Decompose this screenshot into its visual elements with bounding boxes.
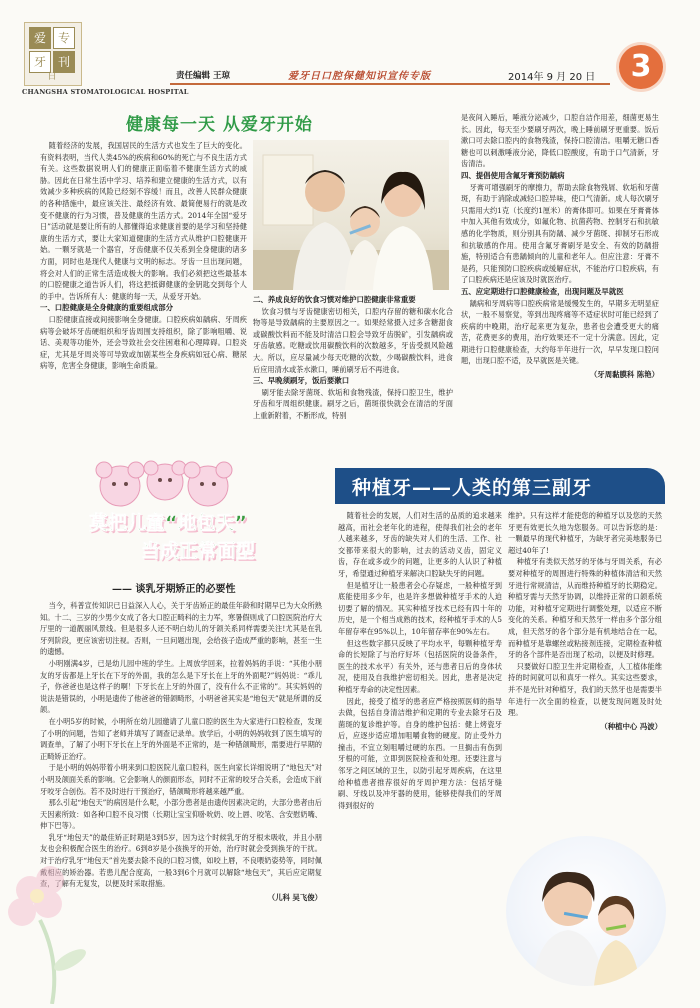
- header-rule: [170, 83, 610, 85]
- article1-subheading: 四、提倡使用含氟牙膏预防龋病: [461, 170, 565, 180]
- article1-paragraph: 口腔健康直接或间接影响全身健康。口腔疾病如龋病、牙周疾病等会破坏牙齿硬组织和牙齿周围支持组织，除了影响咀嚼、说话、美观等功能外，还会导致社会交往困难和心理障碍。口腔炎症，尤其是牙周炎等可导致或加剧某些全身疾病如冠心病、糖尿病等，危害全身健康，影响生命质量。: [40, 314, 247, 371]
- article2-paragraph: 在小明5岁的时候，小明所在幼儿园邀请了儿童口腔的医生为大家进行口腔检查，发现了小明的问题，告知了老师并填写了调查记录单。放学后，小明的妈妈收到了医生填写的调查单，了解了小明下牙长在上牙的外面是不正常的，是一种错颌畸形，需要进行早期的正畸矫正治疗。: [40, 716, 322, 761]
- article1-paragraph: 饮食习惯与牙齿健康密切相关，口腔内存留的糖和碳水化合物等是导致龋病的主要原因之一。如果经常摄入过多含糖甜食或碳酸饮料而不能及时清洁口腔会导致牙齿脱矿，引发龋病或牙齿敏感。吃糖或饮用碳酸饮料的次数越多，牙齿受损风险越大。所以，应尽量减少每天吃糖的次数，少喝碳酸饮料，进食后应用清水或茶水漱口，睡前刷牙后不再进食。: [253, 306, 453, 374]
- article3-paragraph: 维护。只有这样才能使您的种植牙以及您的天然牙更有效更长久地为您服务。可以告诉您的是：一颗最早的现代种植牙，为缺牙者完美地服务已超过40年了!: [508, 511, 662, 555]
- logo-char: 爱: [29, 27, 51, 49]
- article2-paragraph: 小明刚满4岁，已是幼儿园中班的学生。上周放学回来，拉着妈妈的手说：“其他小朋友的牙齿都是上牙长在下牙的外面，我的怎么是下牙长在上牙的外面呢?”妈妈说：“乖儿子，你爸爸也是这样子的啊！下牙长在上牙的外面了，没有什么不正常的”。其实妈妈的说法是错误的，小明是遗传了他爸爸的错颌畸形，小明爸爸其实是“地包天”就是所谓的反颌。: [40, 658, 322, 715]
- logo-char: 日: [47, 72, 57, 82]
- article2-subtitle: —— 谈乳牙期矫正的必要性: [112, 584, 236, 595]
- article2-title-line2: 当成正常面型: [140, 540, 255, 562]
- hospital-name-en: CHANGSHA STOMATOLOGICAL HOSPITAL: [22, 88, 189, 96]
- article1-column-1: [40, 140, 247, 372]
- article3-byline: （种植中心 冯波）: [600, 721, 662, 731]
- article3-paragraph: 种植牙有类似天然牙的牙体与牙周关系，有必要对种植牙的周围进行特殊的种植体清洁和天然牙进行常规清洁，从而维持种植牙的长期稳定。 种植牙需与天然牙协调，以维持正常的口颌系统功能，对种植牙定期进行调整处理，以适应不断变化的关系。种植牙和天然牙一样由多个部分组成，但天然牙的各个部分是有机地结合在一起，而种植牙是靠螺丝或粘接剂连接，定期检查种植牙的各个部件是否出现了松动，以便及时修理。: [508, 557, 662, 660]
- mother-child-photo: [506, 836, 666, 986]
- logo-char: 刊: [53, 51, 75, 73]
- banner-title: 爱牙日口腔保健知识宣传专版: [288, 71, 431, 82]
- article1-subheading: 三、早晚须刷牙，饭后要漱口: [253, 376, 350, 386]
- masthead-logo: [24, 22, 82, 86]
- article3-column-1: [338, 510, 502, 811]
- article2-byline: （儿科 吴飞俊）: [267, 892, 322, 902]
- article2-paragraph: 于是小明的妈妈带着小明来到口腔医院儿童口腔科，医生向家长详细说明了“地包天”对小明及颌面关系的影响。它会影响人的颜面形态，同时不正常的咬牙合关系，会造成下前牙咬牙合创伤。若不及时进行干预治疗，错颌畸形将越来越严重。: [40, 763, 322, 796]
- article3-paragraph: 只要做好口腔卫生并定期检查，人工植体能维持的时间就可以和真牙一样久。其实这些要求，并不是光针对种植牙，我们的天然牙也是需要半年进行一次全面的检查，以便发现问题及时处理。: [508, 661, 662, 718]
- article1-paragraph: 是夜间入睡后，唾液分泌减少，口腔自洁作用差，细菌更易生长。因此，每天至少要刷牙两次，晚上睡前刷牙更重要。饭后漱口可去除口腔内的食物残渣，保持口腔清洁。咀嚼无糖口香糖也可以刺激唾液分泌，降低口腔酸度，有助于口气清新，牙齿清洁。: [461, 113, 659, 169]
- page-number: 3: [630, 49, 652, 84]
- article1-title: 健康每一天 从爱牙开始: [126, 115, 313, 135]
- article1-paragraph: 随着经济的发展，我国居民的生活方式也发生了巨大的变化。有资料表明，当代人类45%的疾病和60%的死亡与不良生活方式有关。这些数据说明人们的健康正面临着不健康生活方式的威胁。因此在日常生活中学习、培养和建立健康的生活方式，以有效减少多种疾病的风险已经刻不容缓！而且，改善人民群众健康的各种措施中，最应该关注、最经济有效、最简便易行的就是改变不健康的行为习惯，普及健康的生活方式。2014年全国“爱牙日”活动就是要让所有的人都懂得追求健康首要的是学习和坚持健康的生活方式，要让大家知道健康的生活方式从维护口腔健康开始。一颗牙就是一个器官，牙齿健康不仅关系到全身健康的诸多方面，同时也是现代人健康与文明的标志。牙齿一旦出现问题，将会对人们的正常生活造成极大的影响。我们必须把这些最基本的口腔健康之道告诉人们，将这把抵御健康的金钥匙交到每个人的手中。告诉所有人：健康的每一天，从爱牙开始。: [40, 141, 247, 301]
- article2-paragraph: 那么引起“地包天”的病因是什么呢，小部分患者是由遗传因素决定的，大部分患者由后天因素所致：如各种口腔不良习惯（长期让宝宝仰卧吮奶、咬上唇、咬笔、含安慰奶嘴、伸下巴等）。: [40, 798, 322, 831]
- article3-column-2: [508, 510, 662, 732]
- article1-paragraph: 刷牙能去除牙菌斑、软垢和食物残渣，保持口腔卫生，维护牙齿和牙周组织健康。刷牙之后，菌斑很快就会在清洁的牙面上重新附着，不断形成，特别: [253, 387, 453, 420]
- article1-subheading: 一、口腔健康是全身健康的重要组成部分: [40, 303, 174, 313]
- article1-column-2: [253, 294, 453, 422]
- article3-paragraph: 因此，接受了植牙的患者应严格按照医师的指导去做，包括自身清洁维护和定期的专业去除牙石及菌斑的复诊维护等。自身的维护包括：健上烤瓷牙后，应逐步适应增加咀嚼食物的硬度。防止受外力撞击，不宜立刻咀嚼过硬的东西。一旦搁击有伤到牙根的可能，立即到医院检查和处理。还要注意与邻牙之间区域的卫生，以防引起牙周疾病，在这里给种植患者推荐很好的牙周护理方法：包括牙缝刷、牙线以及冲牙器的使用，能够使得我们的牙周得到很好的: [338, 696, 502, 810]
- editor-label: 责任编辑 王琼: [176, 71, 230, 81]
- logo-char: 牙: [29, 51, 51, 73]
- article3-paragraph: 但这些数字都只反映了平均水平，每颗种植牙寿命的长短除了与治疗好坏（包括医院的设备条件，医生的技术水平）有关外，还与患者日后的身体状况，使用及自我维护密切相关。因此，患者是决定种植牙寿命的决定性因素。: [338, 638, 502, 694]
- article2-title-block: [48, 500, 288, 580]
- article1-byline: （牙周黏膜科 陈艳）: [589, 370, 659, 380]
- article1-subheading: 五、应定期进行口腔健康检查，出现问题及早就医: [461, 286, 624, 296]
- article2-title-line1: 莫把儿童“地包天”: [89, 512, 247, 534]
- flower-decoration: [0, 830, 130, 1004]
- family-brushing-photo: [253, 140, 449, 290]
- article3-paragraph: 但是植牙让一般患者会心存疑虑，一般种植牙到底能使用多少年，也是许多想做种植牙手术的人迫切要了解的情况。其实种植牙技术已经有四十年的历史，是一个相当成熟的技术，经种植牙手术的人5年留存率在95%以上，10年留存率在90%左右。: [338, 580, 502, 636]
- article1-paragraph: 龋病和牙周病等口腔疾病常是缓慢发生的，早期多无明显症状，一般不易察觉，等到出现疼痛等不适症状时可能已经到了疾病的中晚期，治疗起来更为复杂，患者也会遭受更大的痛苦，花费更多的费用，治疗效果还不一定十分满意。因此，定期进行口腔健康检查，大约每半年进行一次，早早发现口腔问题，出现口腔不适，及早就医是关键。: [461, 298, 659, 366]
- logo-char: 专: [53, 27, 75, 49]
- article1-paragraph: 牙膏可增强刷牙的摩擦力，帮助去除食物残屑、软垢和牙菌斑，有助于消除或减轻口腔异味，使口气清新。成人每次刷牙只需用大约1克（长度约1厘米）的膏体即可。如果在牙膏膏体中加入其他有效成分，如氟化物、抗菌药物、控制牙石和抗敏感的化学物质，则分别具有防龋、减少牙菌斑、抑制牙石形成和抗敏感的作用。使用含氟牙膏刷牙是安全、有效的防龋措施，特别适合有患龋倾向的儿童和老年人。但应注意：牙膏不是药，只能预防口腔疾病或缓解症状，不能治疗口腔疾病，有了口腔疾病还是应该及时就医治疗。: [461, 182, 659, 285]
- article2-paragraph: 当今，科普宣传知识已日益深入人心，关于牙齿矫正的最佳年龄和时期早已为大众所熟知。十二、三岁的少男少女成了各大口腔正畸科的主力军，寒暑假则成了口腔医院治疗大厅里的一道靓丽风景线。但是很多人还不明白幼儿的牙颌关系同样需要关注!尤其是在乳牙列阶段，更应该密切注视。否则，一旦问题出现，会给孩子造成严重的影响，甚至一生的遗憾。: [40, 601, 322, 657]
- article1-column-3: [461, 112, 659, 380]
- article2-paragraph: 乳牙“地包天”的最佳矫正时期是3到5岁，因为这个时候乳牙的牙根未吸收，并且小朋友也会积极配合医生的治疗。6到8岁是小孩换牙的开始，治疗时就会受到换牙的干扰。对于治疗乳牙“地包天”首先要去除不良的口腔习惯，如咬上唇，不良喂奶姿势等，同时佩戴相应的矫治器。若患儿配合度高，一般3到6个月就可以解除“地包天”，其后应定期复查，了解有无复发，以便及时采取措施。: [40, 832, 322, 889]
- issue-date: 2014年 9 月 20 日: [508, 72, 596, 83]
- article3-paragraph: 随着社会的发展，人们对生活的品质的追求越来越高，而社会老年化的进程，使得我们社会的老年人越来越多，牙齿的缺失对人们的生活、工作、社交都带来很大的影响，过去的活动义齿，固定义齿，存在或多或少的问题，让更多的人认识了种植牙，希望通过种植牙来解决口腔缺失牙的问题。: [338, 511, 502, 578]
- article1-subheading: 二、养成良好的饮食习惯对维护口腔健康非常重要: [253, 295, 416, 304]
- article3-title: 种植牙——人类的第三副牙: [352, 477, 593, 499]
